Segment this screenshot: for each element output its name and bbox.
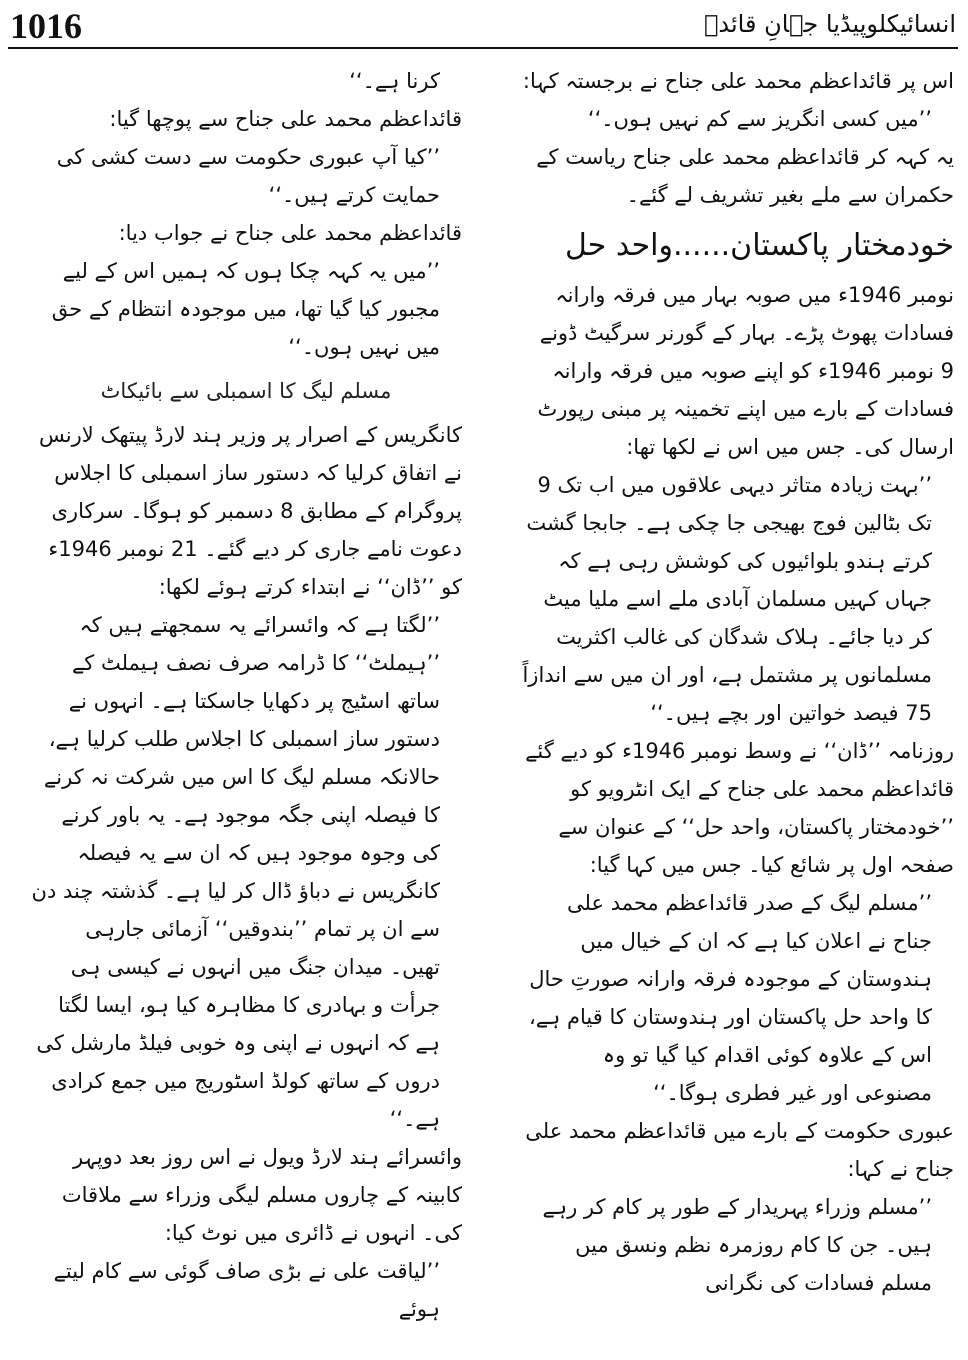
quote: ’’میں کسی انگریز سے کم نہیں ہوں۔‘‘ <box>587 107 932 131</box>
paragraph: قائداعظم محمد علی جناح نے جواب دیا: <box>118 221 462 245</box>
subsection-heading: مسلم لیگ کا اسمبلی سے بائیکاٹ <box>100 379 392 403</box>
quote: ’’لگتا ہے کہ وائسرائے یہ سمجھتے ہیں کہ ’’ہیملٹ‘‘ کا ڈرامہ صرف نصف ہیملٹ کے ساتھ اسٹیج پر دکھایا جاسکتا ہے۔ انہوں نے دستور ساز اسمبلی کا اجلاس طلب کرلیا ہے، حالانکہ مسلم لیگ کا اس میں شرکت نہ کرنے کا فیصلہ اپنی جگہ موجود ہے۔ یہ باور کرنے کی وجوہ موجود ہیں کہ ان سے یہ فیصلہ کانگریس نے دباؤ ڈال کر لیا ہے۔ گذشتہ چند دن سے ان پر تمام ’’بندوقیں‘‘ آزمائی جارہی تھیں۔ میدان جنگ میں انہوں نے کیسی ہی جرأت و بہادری کا مظاہرہ کیا ہو، ایسا لگتا ہے کہ انہوں نے اپنی وہ خوبی فیلڈ مارشل کی دروں کے ساتھ کولڈ اسٹوریج میں جمع کرادی ہے۔‘‘ <box>31 613 440 1131</box>
paragraph: قائداعظم محمد علی جناح سے پوچھا گیا: <box>109 107 462 131</box>
quote: ’’بہت زیادہ متاثر دیہی علاقوں میں اب تک 9 تک بٹالین فوج بھیجی جا چکی ہے۔ جابجا گشت کرتے ہندو بلوائیوں کی کوشش رہی ہے کہ جہاں کہیں مسلمان آبادی ملے اسے ملیا میٹ کر دیا جائے۔ ہلاک شدگان کی غالب اکثریت مسلمانوں پر مشتمل ہے، اور ان میں سے اندازاً 75 فیصد خواتین اور بچے ہیں۔‘‘ <box>522 473 932 725</box>
quote: ’’لیاقت علی نے بڑی صاف گوئی سے کام لیتے ہوئے <box>53 1259 440 1321</box>
paragraph: وائسرائے ہند لارڈ ویول نے اس روز بعد دوپہر کابینہ کے چاروں مسلم لیگی وزراء سے ملاقات کی۔ انہوں نے ڈائری میں نوٹ کیا: <box>61 1145 462 1245</box>
quote: ’’کیا آپ عبوری حکومت سے دست کشی کی حمایت کرتے ہیں۔‘‘ <box>56 145 440 207</box>
page-number: 1016 <box>10 6 82 46</box>
paragraph: روزنامہ ’’ڈان‘‘ نے وسط نومبر 1946ء کو دیے گئے قائداعظم محمد علی جناح کے ایک انٹرویو کو ’’خودمختار پاکستان، واحد حل‘‘ کے عنوان سے صفحہ اول پر شائع کیا۔ جس میں کہا گیا: <box>525 739 954 877</box>
header-rule <box>8 47 958 49</box>
left-column <box>30 62 462 1352</box>
paragraph: کانگریس کے اصرار پر وزیر ہند لارڈ پیتھک لارنس نے اتفاق کرلیا کہ دستور ساز اسمبلی کا اجلاس پروگرام کے مطابق 8 دسمبر کو ہوگا۔ سرکاری دعوت نامے جاری کر دیے گئے۔ 21 نومبر 1946ء کو ’’ڈان‘‘ نے ابتداء کرتے ہوئے لکھا: <box>39 423 462 599</box>
paragraph: نومبر 1946ء میں صوبہ بہار میں فرقہ وارانہ فسادات پھوٹ پڑے۔ بہار کے گورنر سرگیٹ ڈونے 9 نومبر 1946ء کو اپنے صوبہ میں فرقہ وارانہ فسادات کے بارے میں اپنے تخمینہ پر مبنی رپورٹ ارسال کی۔ جس میں اس نے لکھا تھا: <box>537 283 954 459</box>
paragraph: یہ کہہ کر قائداعظم محمد علی جناح ریاست کے حکمران سے ملے بغیر تشریف لے گئے۔ <box>536 145 954 207</box>
running-title: انسائیکلوپیڈیا جہانِ قائدؒ <box>704 10 956 38</box>
paragraph: عبوری حکومت کے بارے میں قائداعظم محمد علی جناح نے کہا: <box>525 1119 954 1181</box>
right-column <box>522 62 954 1352</box>
section-heading: خودمختار پاکستان......واحد حل <box>565 228 954 263</box>
page-header <box>0 0 968 52</box>
quote: کرنا ہے۔‘‘ <box>349 69 440 93</box>
paragraph: اس پر قائداعظم محمد علی جناح نے برجستہ کہا: <box>522 69 954 93</box>
quote: ’’مسلم وزراء پہریدار کے طور پر کام کر رہے ہیں۔ جن کا کام روزمرہ نظم ونسق میں مسلم فسادات کی نگرانی <box>542 1195 932 1295</box>
quote: ’’میں یہ کہہ چکا ہوں کہ ہمیں اس کے لیے مجبور کیا گیا تھا، میں موجودہ انتظام کے حق میں نہیں ہوں۔‘‘ <box>51 259 440 359</box>
quote: ’’مسلم لیگ کے صدر قائداعظم محمد علی جناح نے اعلان کیا ہے کہ ان کے خیال میں ہندوستان کے موجودہ فرقہ وارانہ صورتِ حال کا واحد حل پاکستان اور ہندوستان کا قیام ہے، اس کے علاوہ کوئی اقدام کیا گیا تو وہ مصنوعی اور غیر فطری ہوگا۔‘‘ <box>528 891 932 1105</box>
